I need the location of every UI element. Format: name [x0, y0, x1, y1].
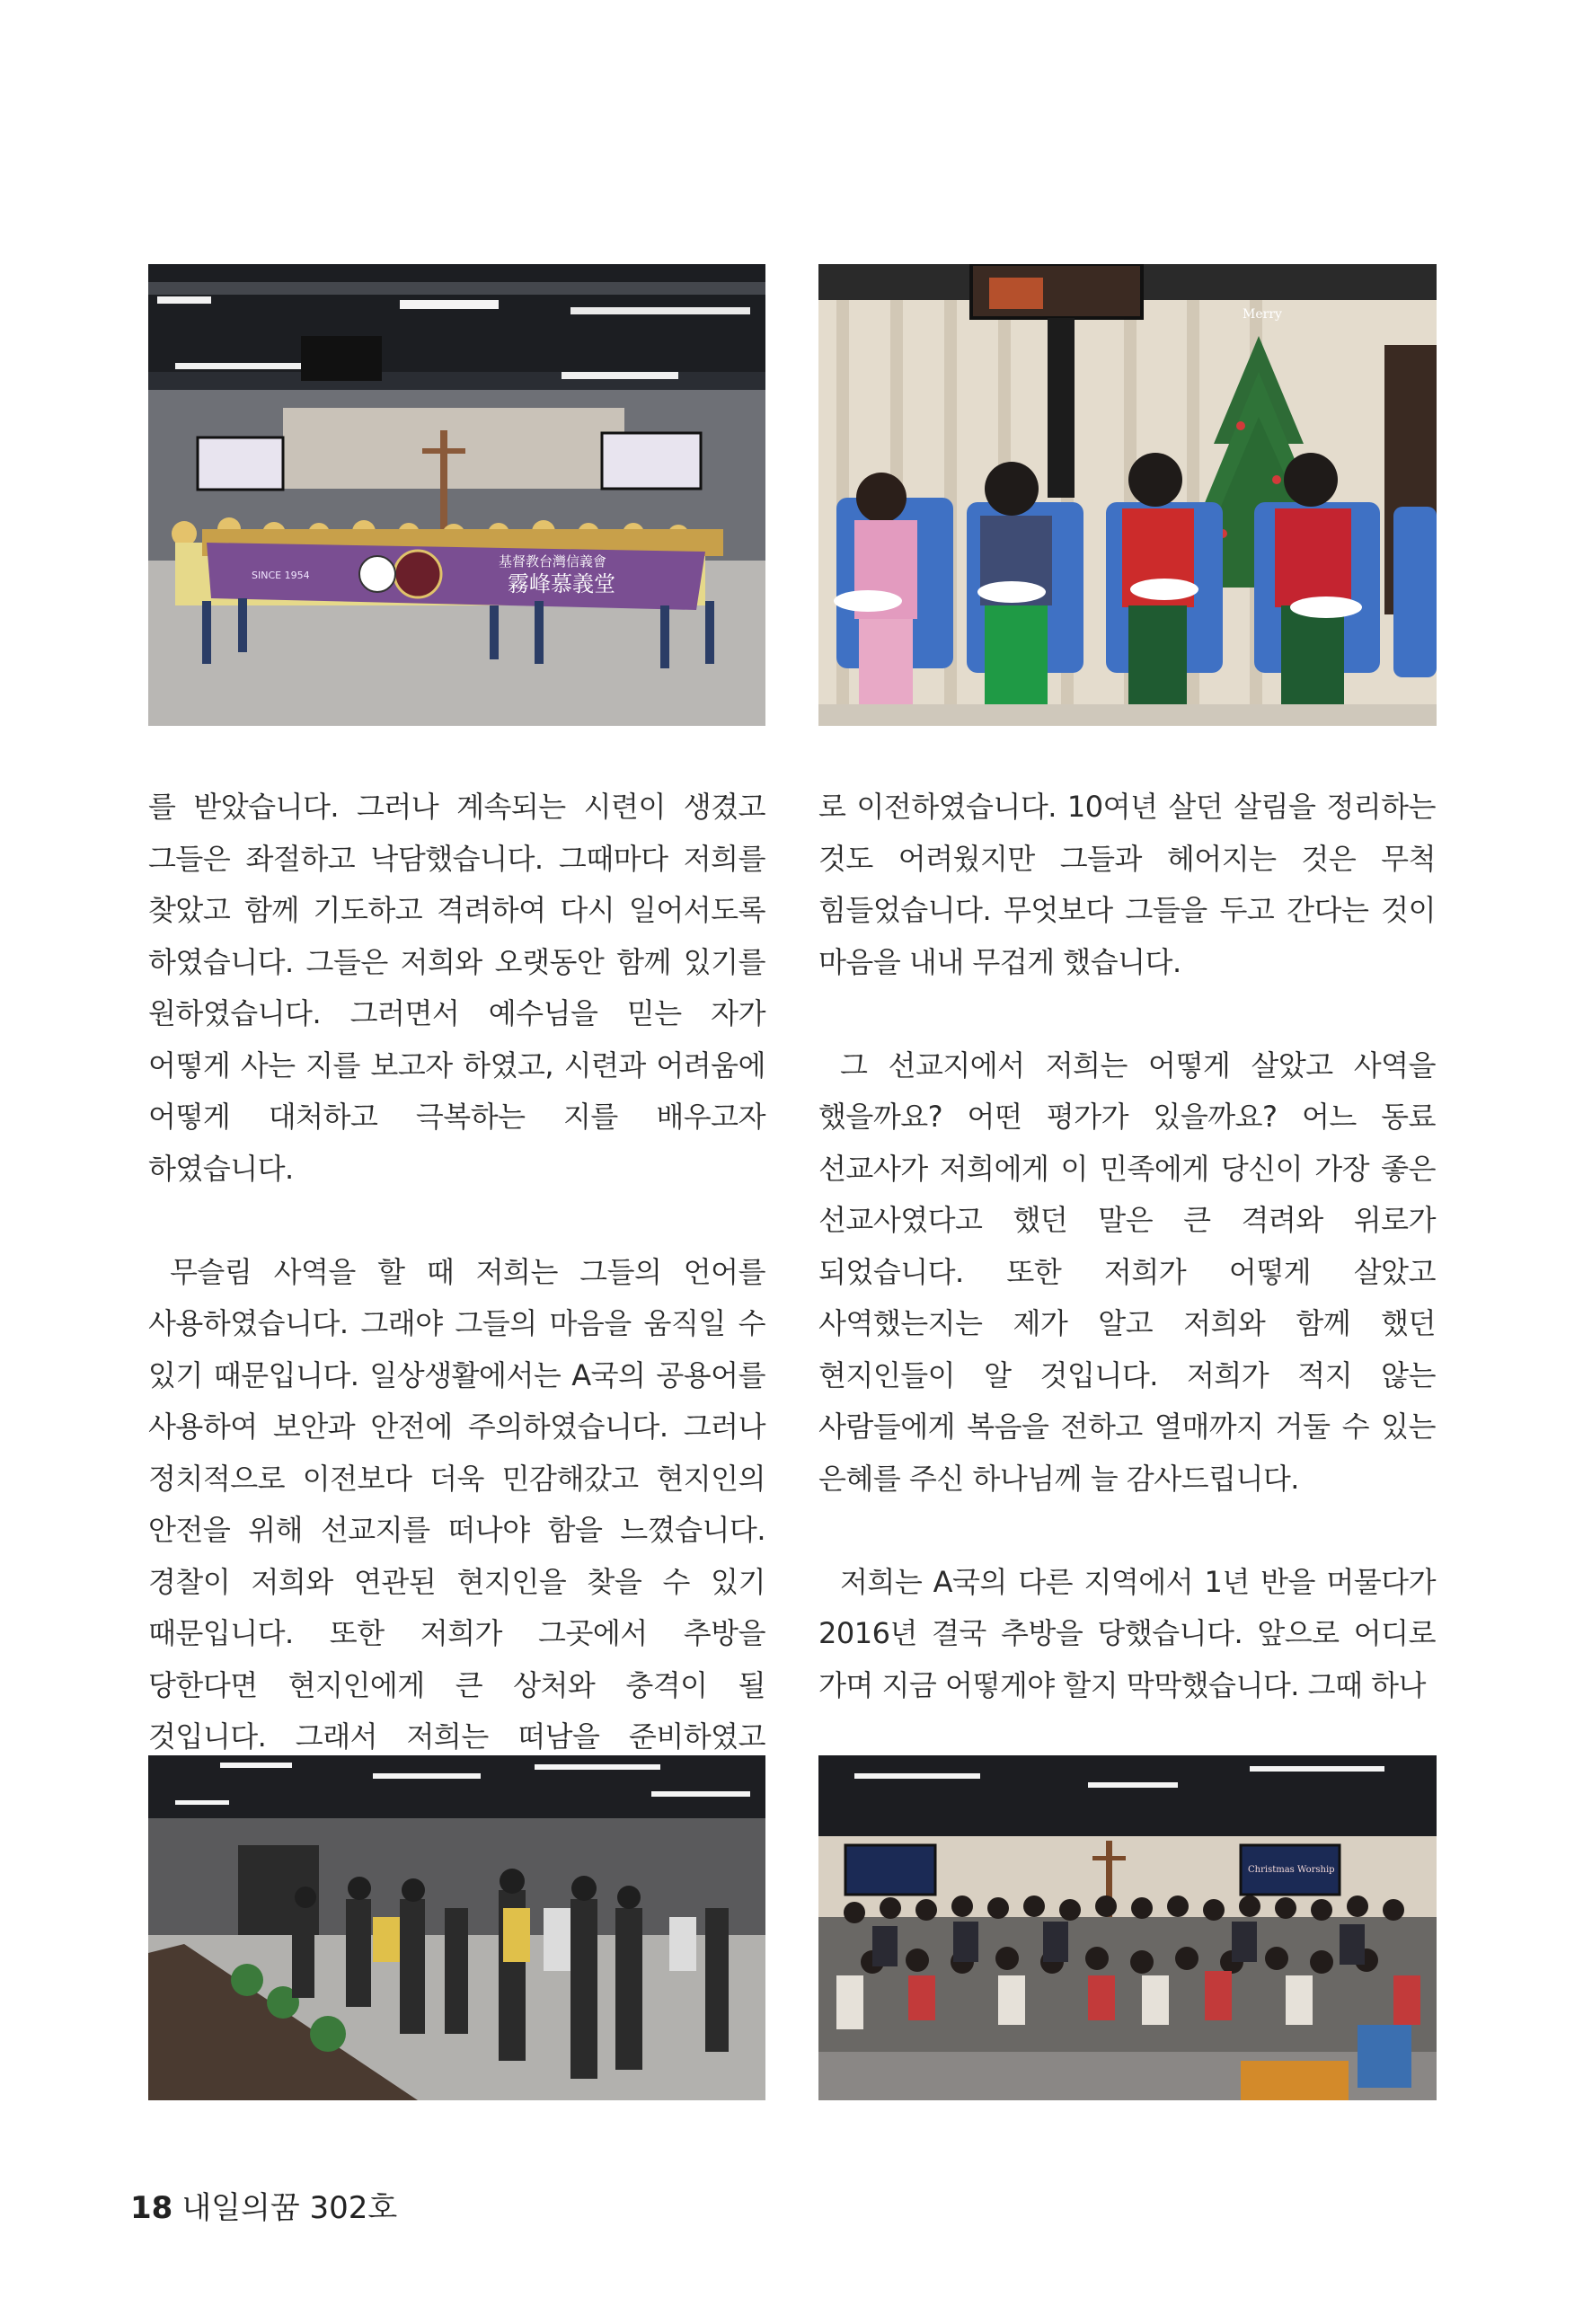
banner-right-main-text: 霧峰慕義堂	[508, 571, 615, 596]
paragraph: 그 선교지에서 저희는 어떻게 살았고 사역을 했을까요? 어떤 평가가 있을까요? 어느 동료 선교사가 저희에게 이 민족에게 당신이 가장 좋은 선교사였다고 했던 말은 큰 격려와 위로가 되었습니다. 또한 저희가 어떻게 살았고 사역했는지는 제가 알고 저희와 함께 했던 현지인들이 알 것입니다. 저희가 적지 않는 사람들에게 복음을 전하고 열매까지 거둘 수 있는 은혜를 주신 하나님께 늘 감사드립니다.	[818, 1047, 1436, 1496]
page-footer	[130, 2183, 397, 2227]
photo-gathering-hall	[148, 1755, 765, 2100]
paragraph: 로 이전하였습니다. 10여년 살던 살림을 정리하는 것도 어려웠지만 그들과 헤어지는 것은 무척 힘들었습니다. 무엇보다 그들을 두고 간다는 것이 마음을 내내 무겁게 했습니다.	[818, 790, 1436, 979]
text-column-right	[818, 782, 1436, 1711]
text-column-left	[148, 782, 765, 1815]
photo-children-pizza	[818, 264, 1437, 726]
photo-group-banner	[148, 264, 765, 726]
page-number: 18	[130, 2190, 173, 2226]
tree-sign-text: Merry	[1243, 307, 1282, 322]
photo-christmas-group	[818, 1755, 1437, 2100]
magazine-title: 내일의꿈 302호	[181, 2190, 398, 2226]
paragraph: 를 받았습니다. 그러나 계속되는 시련이 생겼고 그들은 좌절하고 낙담했습니다. 그때마다 저희를 찾았고 함께 기도하고 격려하여 다시 일어서도록 하였습니다. 그들은 저희와 오랫동안 함께 있기를 원하였습니다. 그러면서 예수님을 믿는 자가 어떻게 사는 지를 보고자 하였고, 시련과 어려움에 어떻게 대처하고 극복하는 지를 배우고자 하였습니다.	[148, 790, 765, 1186]
screen-text: Christmas Worship	[1248, 1865, 1335, 1875]
paragraph: 무슬림 사역을 할 때 저희는 그들의 언어를 사용하였습니다. 그래야 그들의 마음을 움직일 수 있기 때문입니다. 일상생활에서는 A국의 공용어를 사용하여 보안과 안전에 주의하였습니다. 그러나 정치적으로 이전보다 더욱 민감해갔고 현지인의 안전을 위해 선교지를 떠나야 함을 느꼈습니다. 경찰이 저희와 연관된 현지인을 찾을 수 있기 때문입니다. 또한 저희가 그곳에서 추방을 당한다면 현지인에게 큰 상처와 충격이 될 것입니다. 그래서 저희는 떠남을 준비하였고	[148, 1254, 765, 1754]
banner-left-text: SINCE 1954	[252, 570, 310, 581]
banner-right-top-text: 基督教台灣信義會	[499, 553, 607, 570]
paragraph: 저희는 A국의 다른 지역에서 1년 반을 머물다가 2016년 결국 추방을 당했습니다. 앞으로 어디로 가며 지금 어떻게야 할지 막막했습니다. 그때 하나	[818, 1564, 1436, 1702]
